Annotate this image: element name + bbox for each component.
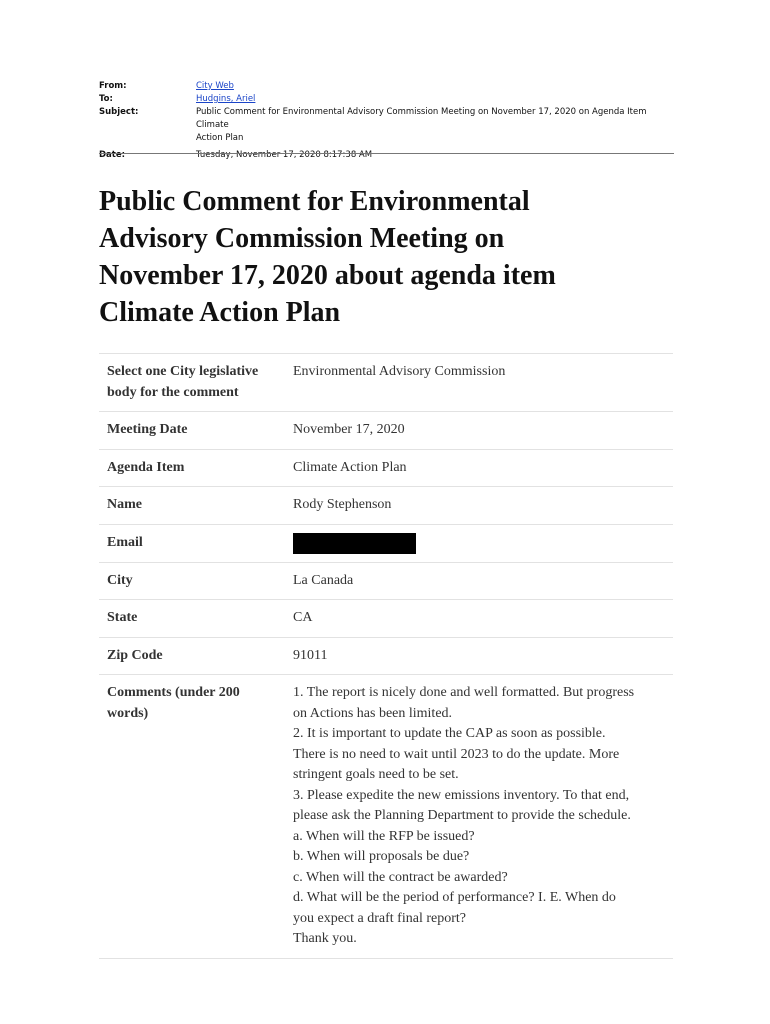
comment-line: you expect a draft final report?: [293, 910, 466, 926]
field-value: Climate Action Plan: [293, 459, 407, 475]
title-line: Advisory Commission Meeting on: [99, 223, 505, 254]
to-row: [99, 93, 674, 106]
title-line: Climate Action Plan: [99, 297, 341, 328]
field-label: City: [107, 572, 133, 588]
comment-line: 3. Please expedite the new emissions inventory. To that end,: [293, 787, 630, 803]
from-link[interactable]: City Web: [196, 81, 234, 91]
redacted-email-box: [293, 533, 416, 554]
date-label: Date:: [99, 150, 126, 160]
field-label: Meeting Date: [107, 422, 188, 437]
to-link[interactable]: Hudgins, Ariel: [196, 94, 256, 104]
subject-row: [99, 106, 674, 145]
comment-line: c. When will the contract be awarded?: [293, 869, 508, 885]
comment-form-table: [99, 353, 673, 959]
form-row-legislative-body: [99, 353, 673, 411]
comment-line: stringent goals need to be set.: [293, 767, 459, 782]
form-row-agenda-item: [99, 449, 673, 487]
field-label: [107, 683, 293, 950]
form-row-state: [99, 599, 673, 637]
field-label: Zip Code: [107, 647, 163, 663]
comment-line: a. When will the RFP be issued?: [293, 828, 475, 844]
header-divider: [99, 153, 674, 154]
field-value: La Canada: [293, 572, 354, 588]
label-line: Select one City legislative: [107, 364, 259, 379]
to-label: To:: [99, 94, 113, 104]
form-row-name: [99, 486, 673, 524]
page-title: [99, 183, 659, 331]
comment-line: 1. The report is nicely done and well formatted. But progress: [293, 685, 635, 700]
comment-line: There is no need to wait until 2023 to do the update. More: [293, 746, 620, 762]
date-row: [99, 149, 674, 162]
subject-line: Public Comment for Environmental Advisory Commission Meeting on November 17, 2020 on Agenda Item Climate: [196, 107, 647, 130]
form-row-city: [99, 562, 673, 600]
label-line: Comments (under 200: [107, 685, 240, 700]
subject-value: [196, 106, 674, 145]
field-label: Email: [107, 534, 143, 550]
from-row: [99, 80, 674, 93]
form-row-meeting-date: [99, 411, 673, 449]
field-value: [293, 533, 673, 554]
form-row-comments: [99, 674, 673, 959]
form-row-zip-code: [99, 637, 673, 675]
subject-label: Subject:: [99, 107, 139, 117]
field-value: Rody Stephenson: [293, 497, 392, 512]
title-line: Public Comment for Environmental: [99, 186, 530, 217]
comment-line: on Actions has been limited.: [293, 705, 453, 721]
field-label: Agenda Item: [107, 459, 185, 475]
form-row-email: [99, 524, 673, 562]
field-label: State: [107, 610, 138, 625]
field-value: 91011: [293, 647, 328, 663]
comments-text: [293, 683, 673, 950]
comment-line: 2. It is important to update the CAP as soon as possible.: [293, 726, 606, 741]
title-line: November 17, 2020 about agenda item: [99, 260, 556, 291]
email-header: [99, 80, 674, 162]
field-value: November 17, 2020: [293, 422, 405, 437]
field-label: [107, 362, 293, 403]
comment-line: b. When will proposals be due?: [293, 849, 470, 864]
subject-line: Action Plan: [196, 133, 244, 143]
field-label: Name: [107, 497, 142, 512]
label-line: body for the comment: [107, 384, 239, 400]
date-value: Tuesday, November 17, 2020 8:17:38 AM: [196, 150, 373, 160]
comment-line: please ask the Planning Department to provide the schedule.: [293, 808, 631, 823]
comment-line: Thank you.: [293, 931, 357, 946]
field-value: Environmental Advisory Commission: [293, 364, 506, 379]
comment-line: d. What will be the period of performance? I. E. When do: [293, 890, 616, 905]
field-value: CA: [293, 610, 313, 625]
label-line: words): [107, 705, 149, 721]
from-label: From:: [99, 81, 127, 91]
